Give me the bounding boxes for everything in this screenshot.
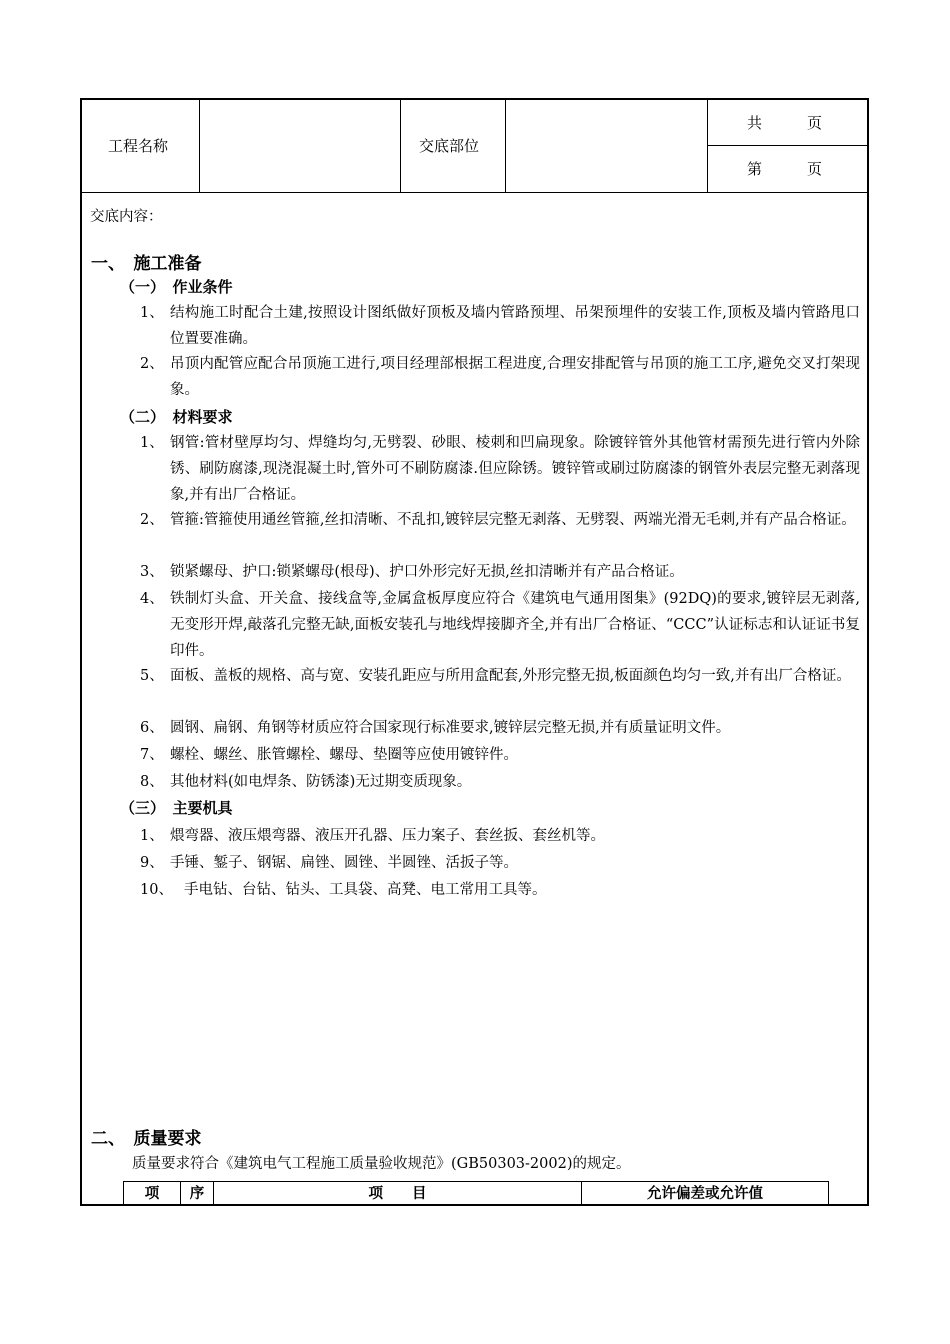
table-header-cell: 允许偏差或允许值 — [647, 1186, 763, 1202]
content-label: 交底内容： — [90, 209, 163, 225]
item-number: 1、 — [140, 305, 164, 321]
item-text: 螺栓、螺丝、胀管螺栓、螺母、垫圈等应使用镀锌件。 — [170, 747, 518, 763]
disclosure-form — [80, 98, 869, 1206]
item-number: 8、 — [140, 774, 164, 790]
list-item — [140, 742, 860, 768]
table-header-cell: 项 — [144, 1186, 160, 1202]
item-text: 圆钢、扁钢、角钢等材质应符合国家现行标准要求,镀锌层完整无损,并有质量证明文件。 — [170, 720, 731, 736]
item-number: 1、 — [140, 435, 164, 451]
list-item — [140, 769, 860, 795]
section-title: 一、 施工准备 — [91, 254, 202, 274]
item-number: 3、 — [140, 564, 164, 580]
list-item — [140, 715, 860, 741]
item-number: 4、 — [140, 591, 164, 607]
item-text: 管箍:管箍使用通丝管箍,丝扣清晰、不乱扣,镀锌层完整无剥落、无劈裂、两端光滑无毛刺,并有产品合格证。 — [170, 512, 856, 528]
subsection-title: （二） 材料要求 — [120, 408, 233, 426]
item-text: 铁制灯头盒、开关盒、接线盒等,金属盒板厚度应符合《建筑电气通用图集》(92DQ)的要求,镀锌层无剥落,无变形开焊,敲落孔完整无缺,面板安装孔与地线焊接脚齐全,并有出厂合格证、“CCC”认证标志和认证证书复印件。 — [170, 591, 860, 659]
total-pages: 共 页 — [747, 114, 823, 132]
header-divider — [400, 100, 401, 192]
item-text: 手电钻、台钻、钻头、工具袋、高凳、电工常用工具等。 — [184, 882, 547, 898]
list-item — [140, 663, 860, 689]
item-text: 其他材料(如电焊条、防锈漆)无过期变质现象。 — [170, 774, 472, 790]
item-number: 6、 — [140, 720, 164, 736]
header-divider — [707, 145, 867, 146]
item-text: 吊顶内配管应配合吊顶施工进行,项目经理部根据工程进度,合理安排配管与吊顶的施工工序,避免交叉打架现象。 — [170, 356, 860, 398]
item-text: 手锤、錾子、钢锯、扁锉、圆锉、半圆锉、活扳子等。 — [170, 855, 518, 871]
header-divider — [505, 100, 506, 192]
item-number: 7、 — [140, 747, 164, 763]
header-divider — [199, 100, 200, 192]
table-header-cell: 项 目 — [368, 1186, 427, 1202]
list-item — [140, 850, 860, 876]
list-item — [140, 586, 860, 664]
quality-intro: 质量要求符合《建筑电气工程施工质量验收规范》(GB50303-2002)的规定。 — [132, 1156, 631, 1172]
list-item — [140, 300, 860, 352]
list-item — [140, 351, 860, 403]
page-number: 第 页 — [747, 160, 823, 178]
item-number: 1、 — [140, 828, 164, 844]
project-name-label: 工程名称 — [108, 137, 169, 155]
item-number: 5、 — [140, 668, 164, 684]
list-item — [140, 559, 860, 585]
subsection-title: （一） 作业条件 — [120, 278, 233, 296]
item-text: 面板、盖板的规格、高与宽、安装孔距应与所用盒配套,外形完整无损,板面颜色均匀一致,并有出厂合格证。 — [170, 668, 851, 684]
item-number: 10、 — [140, 882, 173, 898]
item-number: 9、 — [140, 855, 164, 871]
item-text: 锁紧螺母、护口:锁紧螺母(根母)、护口外形完好无损,丝扣清晰并有产品合格证。 — [170, 564, 684, 580]
list-item — [140, 430, 860, 508]
item-text: 结构施工时配合土建,按照设计图纸做好顶板及墙内管路预埋、吊架预埋件的安装工作,顶板及墙内管路甩口位置要准确。 — [170, 305, 860, 347]
item-number: 2、 — [140, 356, 164, 372]
subsection-title: （三） 主要机具 — [120, 799, 233, 817]
list-item — [140, 877, 860, 903]
list-item — [140, 507, 860, 533]
list-item — [140, 823, 860, 849]
header-divider — [707, 100, 708, 192]
header-table — [82, 100, 867, 193]
quality-table-header — [123, 1181, 829, 1205]
item-text: 煨弯器、液压煨弯器、液压开孔器、压力案子、套丝扳、套丝机等。 — [170, 828, 605, 844]
item-text: 钢管:管材壁厚均匀、焊缝均匀,无劈裂、砂眼、棱刺和凹扁现象。除镀锌管外其他管材需预先进行管内外除锈、刷防腐漆,现浇混凝土时,管外可不刷防腐漆.但应除锈。镀锌管或刷过防腐漆的钢管外表层完整无剥落现象,并有出厂合格证。 — [170, 435, 860, 503]
part-label: 交底部位 — [419, 137, 480, 155]
table-header-cell: 序 — [189, 1186, 205, 1202]
section-title: 二、 质量要求 — [91, 1129, 202, 1149]
item-number: 2、 — [140, 512, 164, 528]
